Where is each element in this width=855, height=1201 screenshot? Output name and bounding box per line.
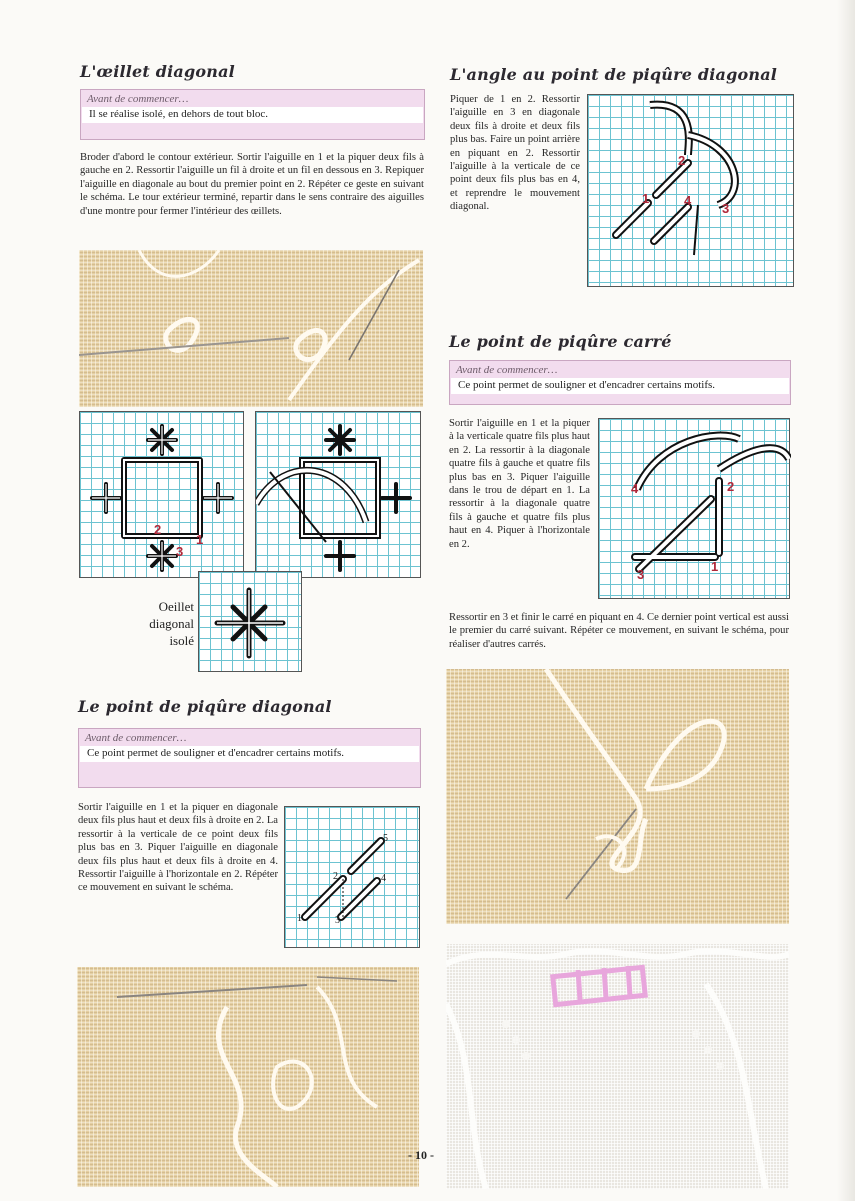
diagram-label: 3 (722, 201, 730, 216)
avant-text: Il se réalise isolé, en dehors de tout bloc. (82, 107, 423, 123)
diag-diagram-svg (285, 807, 421, 949)
diagram-label: 2 (333, 871, 338, 882)
diag-title: Le point de piqûre diagonal (78, 697, 332, 716)
avant-label: Avant de commencer… (87, 93, 189, 105)
page-number: - 10 - (408, 1148, 434, 1162)
avant-label: Avant de commencer… (456, 364, 558, 376)
diagram-label: 1 (711, 559, 719, 574)
oeillet-isolated-diagram (198, 571, 302, 672)
diagram-label: 3 (335, 915, 340, 926)
photo-stitches (77, 967, 419, 1187)
diagram-label: 3 (637, 567, 645, 582)
diagram-label: 1 (196, 532, 204, 547)
diag-body: Sortir l'aiguille en 1 et la piquer en diagonale deux fils plus haut et deux fils à droite en 2. La ressortir à la verticale de ce point deux fils plus bas en 3. Piquer l'aiguille en diagonale deux fils plus haut et deux fils à droite en 4. Ressortir l'aiguille à l'horizontale en 2. Répéter ce mouvement en suivant le schéma. (78, 802, 278, 894)
angle-diagram-svg (588, 95, 795, 288)
caption-line: isolé (169, 633, 194, 648)
diagram-label: 2 (678, 153, 686, 168)
carre-diagram (598, 418, 790, 599)
oeillet-isolated-svg (199, 572, 303, 673)
oeillet-body: Broder d'abord le contour extérieur. Sortir l'aiguille en 1 et la piquer deux fils à gauche en 2. Ressortir l'aiguille un fil à droite et un fil en dessous en 3. Repiquer l'aiguille en diagonale au bout du premier point en 2. Répéter ce geste en suivant le schéma. Le tour extérieur terminé, repartir dans le sens contraire des aiguilles d'une montre pour fermer l'intérieur des œillets. (80, 152, 424, 217)
diagram-label: 4 (631, 481, 639, 496)
oeillet-diagram-2-svg (256, 412, 422, 579)
carre-diagram-svg (599, 419, 791, 600)
page-edge-shadow (837, 0, 855, 1201)
diagram-label: 1 (642, 191, 650, 206)
photo-embroidery (446, 944, 789, 1189)
photo-stitches (79, 250, 423, 407)
diagram-label: 2 (727, 479, 735, 494)
oeillet-avant-box (80, 89, 425, 140)
diagram-label: 5 (383, 833, 388, 844)
diagram-label: 1 (297, 913, 302, 924)
isolated-caption (120, 598, 194, 649)
diag-photo (77, 967, 419, 1187)
carre-photo (446, 669, 789, 924)
caption-line: diagonal (149, 616, 194, 631)
carre-body-full: Ressortir en 3 et finir le carré en piquant en 4. Ce dernier point vertical est aussi le premier du carré suivant. Répéter ce mouvement, en suivant le schéma, pour réaliser d'autres carrés. (449, 612, 789, 650)
diagram-label: 4 (684, 193, 692, 208)
finished-work-photo (446, 944, 789, 1189)
oeillet-diagram-1 (79, 411, 244, 578)
avant-label: Avant de commencer… (85, 732, 187, 744)
caption-line: Oeillet (158, 599, 194, 614)
angle-title: L'angle au point de piqûre diagonal (450, 65, 778, 84)
diag-avant-box (78, 728, 421, 788)
oeillet-diagram-2 (255, 411, 421, 578)
diagram-label: 4 (381, 873, 386, 884)
oeillet-photo (79, 250, 423, 407)
angle-body: Piquer de 1 en 2. Ressortir l'aiguille en 3 en diagonale deux fils à droite et deux fils plus bas. Faire un point arrière en piquant en 2. Ressortir l'aiguille à la verticale de ce point deux fils plus bas en 4, et reprendre le mouvement diagonal. (450, 94, 580, 213)
diag-diagram (284, 806, 420, 948)
oeillet-title: L'œillet diagonal (80, 62, 235, 81)
avant-text: Ce point permet de souligner et d'encadrer certains motifs. (80, 746, 419, 762)
diagram-label: 3 (176, 544, 184, 559)
oeillet-diagram-1-svg (80, 412, 245, 579)
avant-text: Ce point permet de souligner et d'encadrer certains motifs. (451, 378, 789, 394)
carre-title: Le point de piqûre carré (449, 332, 672, 351)
angle-diagram (587, 94, 794, 287)
carre-body-side: Sortir l'aiguille en 1 et la piquer à la verticale quatre fils plus haut en 2. La ressortir à la diagonale quatre fils à gauche et quatre fils plus bas en 3. Piquer l'aiguille dans le trou de départ en 1. La ressortir à la diagonale quatre fils à gauche et quatre fils plus haut en 4. Piquer à l'horizontale en 2. (449, 418, 590, 550)
carre-avant-box (449, 360, 791, 405)
photo-stitches (446, 669, 789, 924)
diagram-label: 2 (154, 522, 162, 537)
